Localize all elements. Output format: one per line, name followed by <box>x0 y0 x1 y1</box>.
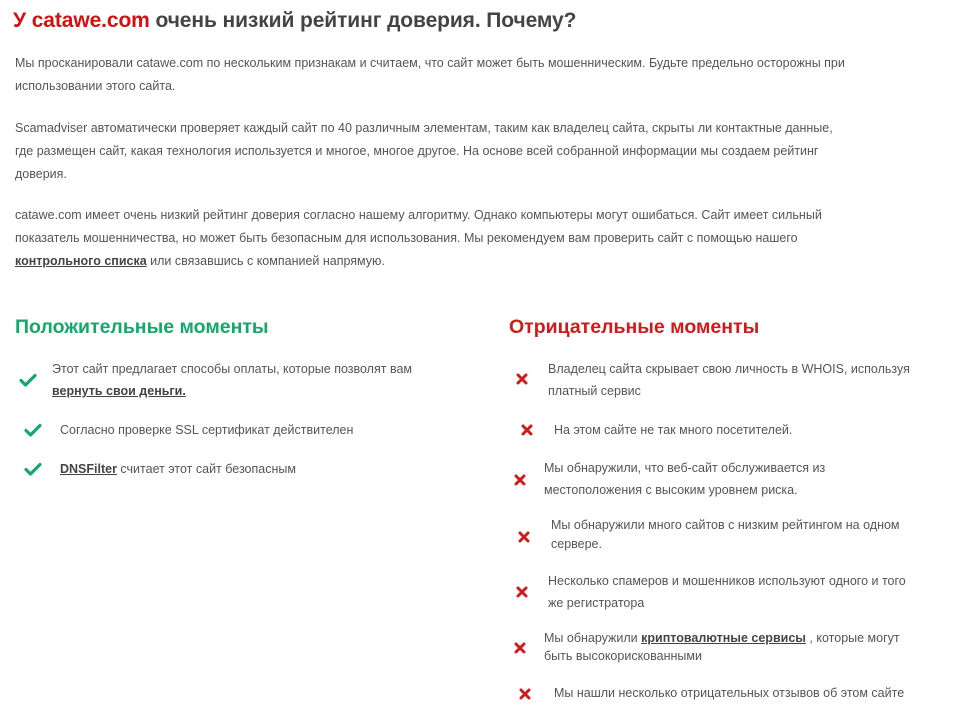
negative-title: Отрицательные моменты <box>509 316 760 338</box>
method-line-2: где размещен сайт, какая технология используется и многое, многое другое. На основе всей собранной информации мы создаем рейтинг <box>15 144 819 158</box>
page-title <box>13 9 576 33</box>
negative-item-3 <box>544 457 825 501</box>
dnsfilter-link[interactable]: DNSFilter <box>60 462 117 476</box>
cross-icon <box>518 687 536 703</box>
intro-paragraph <box>15 52 973 98</box>
positive-item-1-text: Этот сайт предлагает способы оплаты, которые позволят вам <box>52 362 412 376</box>
negative-item-1 <box>548 358 910 402</box>
negative-item-1-line1: Владелец сайта скрывает свою личность в WHOIS, используя <box>548 362 910 376</box>
method-paragraph <box>15 117 973 186</box>
positive-item-2-text: Согласно проверке SSL сертификат действителен <box>60 423 354 437</box>
cross-icon <box>517 530 535 546</box>
negative-item-4-line2: сервере. <box>551 537 602 551</box>
cross-icon <box>520 423 538 439</box>
cross-icon <box>513 641 531 657</box>
negative-item-2-text: На этом сайте не так много посетителей. <box>554 423 793 437</box>
crypto-services-link[interactable]: криптовалютные сервисы <box>641 631 806 645</box>
negative-item-3-line1: Мы обнаружили, что веб-сайт обслуживается из <box>544 461 826 475</box>
negative-item-7 <box>554 682 904 704</box>
intro-line-1: Мы просканировали catawe.com по нескольким признакам и считаем, что сайт может быть мошенническим. Будьте предельно осторожны при <box>15 56 845 70</box>
negative-item-5-line1: Несколько спамеров и мошенников используют одного и того <box>548 574 906 588</box>
negative-item-2 <box>554 419 792 441</box>
positive-item-3 <box>60 458 296 480</box>
negative-item-6-post: , которые могут <box>805 631 900 645</box>
negative-item-7-text: Мы нашли несколько отрицательных отзывов об этом сайте <box>554 686 905 700</box>
negative-item-5 <box>548 570 906 614</box>
check-icon <box>19 373 37 389</box>
checklist-link[interactable]: контрольного списка <box>15 254 147 268</box>
positive-item-2 <box>60 419 353 441</box>
method-line-1: Scamadviser автоматически проверяет каждый сайт по 40 различным элементам, таким как владелец сайта, скрыты ли контактные данные, <box>15 121 833 135</box>
negative-item-1-line2: платный сервис <box>548 384 641 398</box>
site-name: У catawe.com <box>13 9 150 32</box>
negative-item-6 <box>544 629 900 665</box>
verdict-line-3-rest: или связавшись с компанией напрямую. <box>146 254 385 268</box>
negative-item-3-line2: местоположения с высоким уровнем риска. <box>544 483 798 497</box>
cross-icon <box>513 473 531 489</box>
verdict-paragraph <box>15 204 973 273</box>
page-title-rest: очень низкий рейтинг доверия. Почему? <box>149 9 577 32</box>
negative-item-6-pre: Мы обнаружили <box>544 631 642 645</box>
positive-item-3-text: считает этот сайт безопасным <box>116 462 296 476</box>
positive-item-1 <box>52 358 412 402</box>
negative-item-4 <box>551 516 900 554</box>
cross-icon <box>515 372 533 388</box>
method-line-3: доверия. <box>15 167 67 181</box>
negative-item-4-line1: Мы обнаружили много сайтов с низким рейтингом на одном <box>551 518 900 532</box>
verdict-line-1: catawe.com имеет очень низкий рейтинг доверия согласно нашему алгоритму. Однако компьютеры могут ошибаться. Сайт имеет сильный <box>15 208 822 222</box>
positive-title: Положительные моменты <box>15 316 269 338</box>
refund-link[interactable]: вернуть свои деньги. <box>52 384 186 398</box>
check-icon <box>24 462 42 478</box>
cross-icon <box>515 585 533 601</box>
negative-item-6-line2: быть высокорискованными <box>544 649 702 663</box>
check-icon <box>24 423 42 439</box>
negative-item-5-line2: же регистратора <box>548 596 645 610</box>
intro-line-2: использовании этого сайта. <box>15 79 176 93</box>
verdict-line-2: показатель мошенничества, но может быть безопасным для использования. Мы рекомендуем вам проверить сайт с помощью нашего <box>15 231 798 245</box>
